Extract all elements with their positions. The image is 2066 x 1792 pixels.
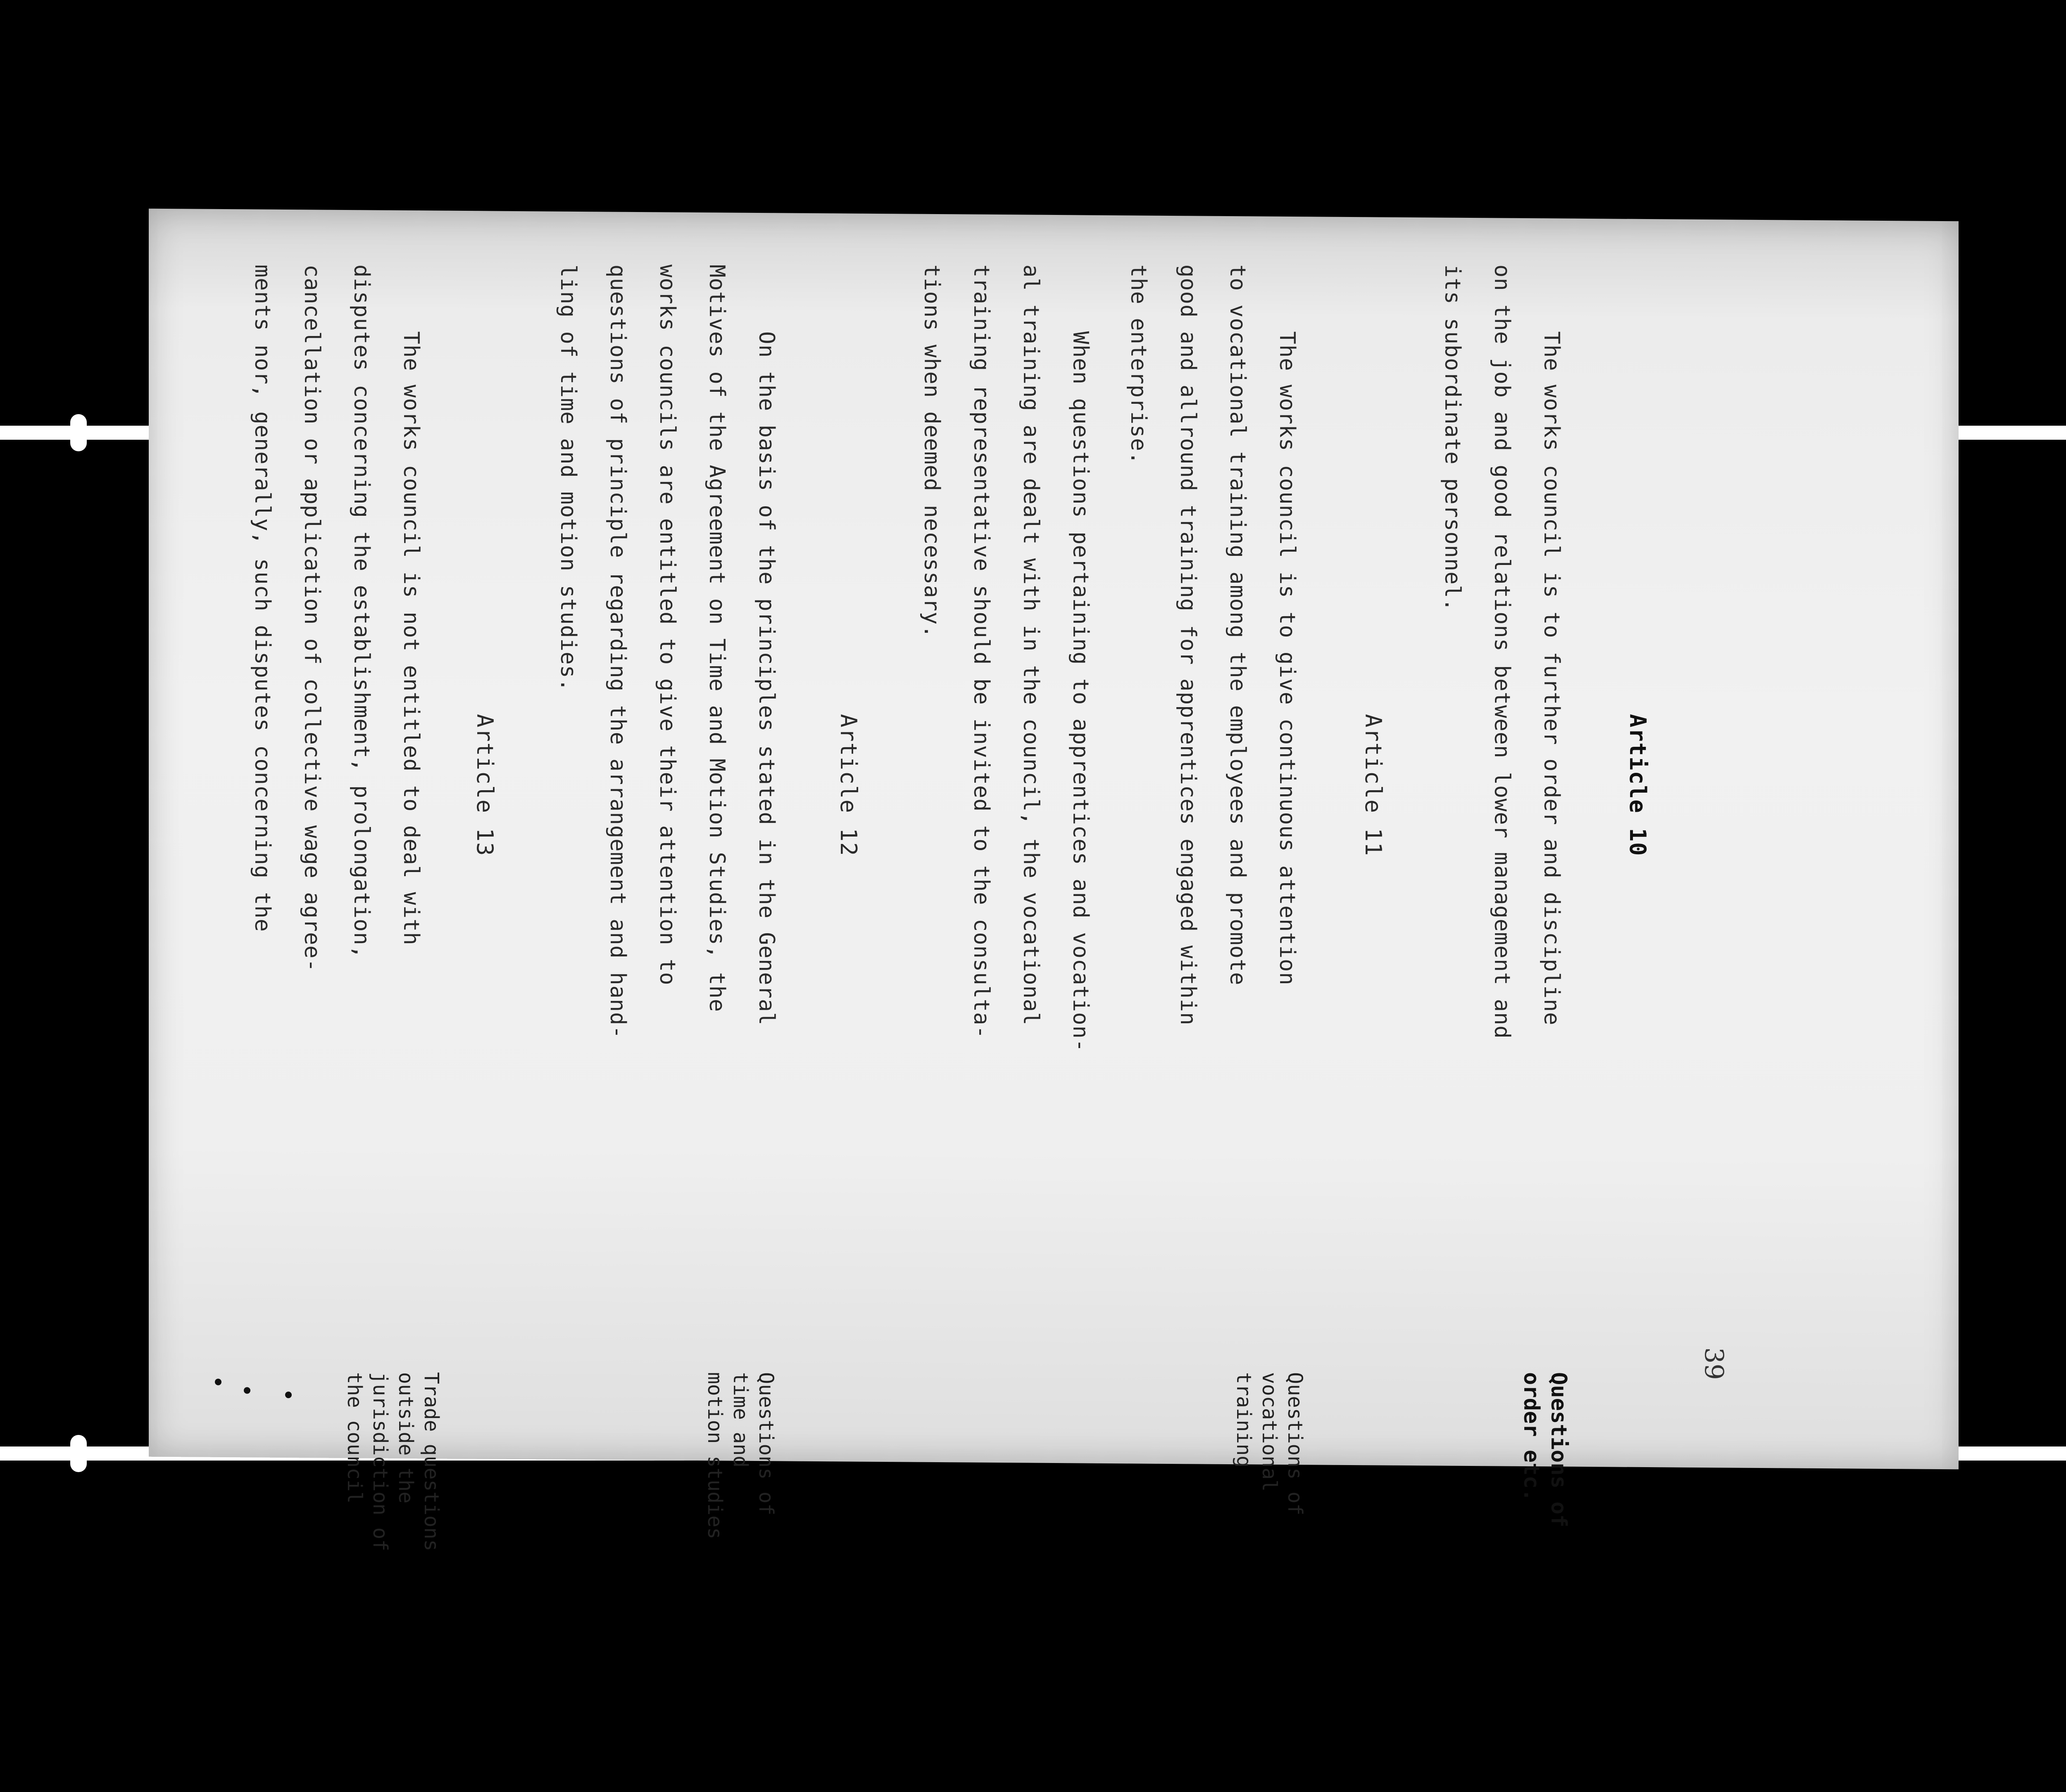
article-12-line-2: Motives of the Agreement on Time and Motion Studies, the — [705, 265, 729, 1013]
article-11-margin-note: Questions of vocational training — [1232, 1372, 1307, 1516]
film-notch-left-top — [70, 414, 87, 451]
article-11-line-5: When questions pertaining to apprentices and vocation- — [1068, 265, 1093, 1053]
article-11-line-4: the enterprise. — [1126, 265, 1151, 465]
article-10-line-1: The works council is to further order and discipline — [1539, 265, 1564, 1026]
article-12-margin-note: Questions of time and motion studies — [703, 1372, 778, 1539]
article-12-line-1: On the basis of the principles stated in the General — [754, 265, 779, 1026]
article-13-line-4: ments nor, generally, such disputes concerning the — [250, 265, 275, 932]
article-10-line-3: its subordinate personnel. — [1440, 265, 1465, 612]
article-10-title: Article 10 — [1625, 714, 1651, 857]
article-11-line-8: tions when deemed necessary. — [919, 265, 944, 639]
article-11-line-1: The works council is to give continuous attention — [1275, 265, 1300, 986]
article-13-line-1: The works council is not entitled to deal with — [399, 265, 424, 946]
article-11-title: Article 11 — [1360, 714, 1386, 857]
article-12-line-5: ling of time and motion studies. — [556, 265, 581, 692]
article-12-line-3: works councils are entitled to give their attention to — [655, 265, 680, 986]
article-12-line-4: questions of principle regarding the arrangement and hand- — [605, 265, 630, 1039]
article-11-line-3: good and allround training for apprentices engaged within — [1176, 265, 1200, 1026]
article-12-title: Article 12 — [835, 714, 862, 857]
article-10-line-2: on the job and good relations between lower management and — [1490, 265, 1514, 1039]
article-13-line-2: disputes concerning the establishment, prolongation, — [349, 265, 374, 959]
film-notch-left-bottom — [70, 1435, 87, 1472]
article-11-line-6: al training are dealt with in the council, the vocational — [1019, 265, 1043, 1026]
article-11-line-7: training representative should be invited to the consulta- — [969, 265, 994, 1039]
article-11-line-2: to vocational training among the employees and promote — [1225, 265, 1250, 986]
dust-speck — [215, 1379, 221, 1385]
article-10-margin-note: Questions of order etc. — [1519, 1372, 1571, 1527]
rotated-document-content — [242, 265, 1729, 1551]
page-number: 39 — [1699, 1347, 1729, 1380]
article-13-title: Article 13 — [472, 714, 498, 857]
article-13-margin-note: Trade questions outside the jurisdiction of the council — [343, 1372, 443, 1551]
article-13-line-3: cancellation or application of collective wage agree- — [300, 265, 324, 972]
